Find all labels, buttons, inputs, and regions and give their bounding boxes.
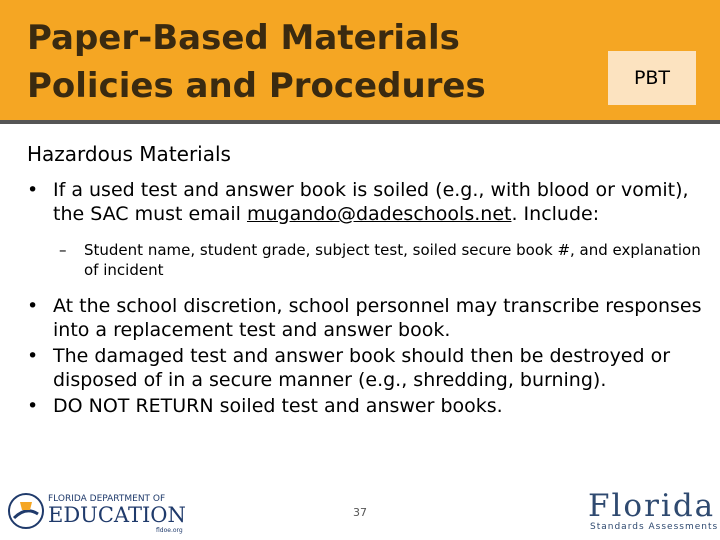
fdoe-line-3: fldoe.org	[156, 527, 183, 534]
bullet-dot: •	[27, 295, 39, 317]
bullet-dot: •	[27, 179, 39, 201]
title-line-2: Policies and Procedures	[27, 66, 486, 106]
fdoe-line-2: EDUCATION	[48, 503, 186, 527]
sub-bullet-item	[27, 240, 702, 280]
pbt-badge: PBT	[608, 51, 696, 105]
bullet-item	[27, 294, 702, 342]
fdoe-line-1: FLORIDA DEPARTMENT OF	[48, 494, 166, 504]
bullet-dot: •	[27, 395, 39, 417]
page-number: 37	[353, 506, 367, 519]
fdoe-logo-graphic	[6, 488, 196, 534]
section-heading: Hazardous Materials	[27, 142, 231, 166]
bullet-text: The damaged test and answer book should then be destroyed or disposed of in a secure manner (e.g., shredding, burning).	[53, 345, 671, 391]
sub-bullet-text: Student name, student grade, subject test, soiled secure book #, and explanation of incident	[84, 241, 701, 279]
bullet-list	[27, 178, 702, 420]
email-link[interactable]: mugando@dadeschools.net	[246, 203, 512, 225]
bullet-text: At the school discretion, school personnel may transcribe responses into a replacement test and answer book.	[53, 295, 702, 341]
bullet-item	[27, 178, 702, 226]
florida-standards-logo	[588, 488, 719, 534]
bullet-dot: •	[27, 345, 39, 367]
bullet-item	[27, 344, 702, 392]
bullet-text-end: . Include:	[511, 203, 600, 225]
slide-title	[27, 14, 587, 110]
title-line-1: Paper-Based Materials	[27, 18, 460, 58]
sub-bullet-dash: –	[59, 241, 67, 259]
slide-header	[0, 0, 720, 124]
bullet-text: DO NOT RETURN soiled test and answer books.	[53, 395, 503, 417]
bullet-text: If a used test and answer book is soiled (e.g., with blood or vomit), the SAC must email	[53, 179, 689, 225]
bullet-item	[27, 394, 702, 418]
fdoe-logo	[6, 488, 196, 534]
standards-assessments-text: Standards Assessments	[590, 522, 719, 532]
florida-wordmark: Florida	[588, 488, 716, 524]
